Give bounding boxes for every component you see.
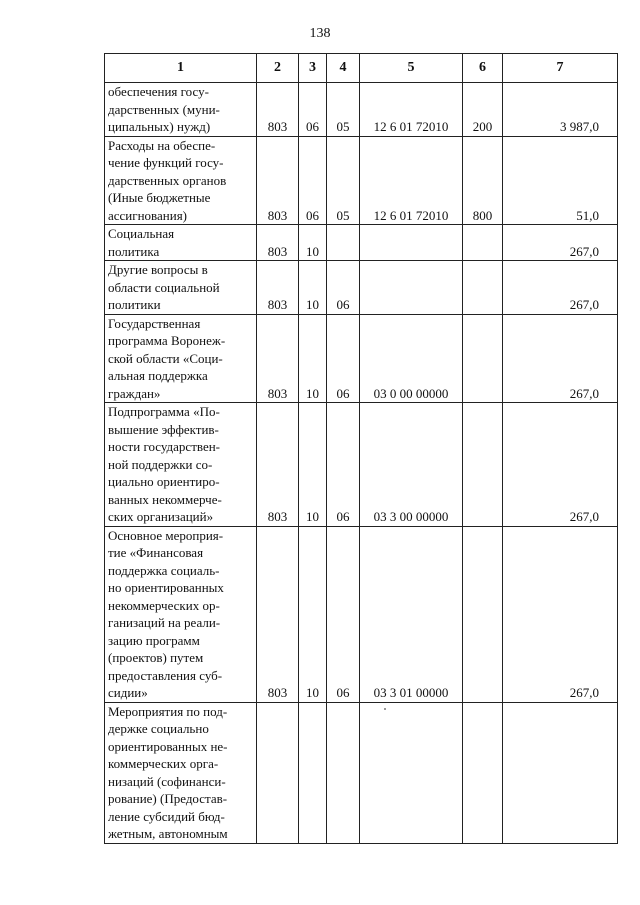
row-amount: 3 987,0 bbox=[503, 83, 618, 137]
row-code-5 bbox=[360, 261, 463, 315]
row-name: Социальная политика bbox=[105, 225, 257, 261]
table-row bbox=[105, 702, 618, 843]
header-row bbox=[105, 54, 618, 83]
row-amount bbox=[503, 702, 618, 843]
row-code-5: 12 6 01 72010 bbox=[360, 83, 463, 137]
row-code-4: 06 bbox=[327, 261, 360, 315]
row-amount: 267,0 bbox=[503, 261, 618, 315]
col-header-3: 3 bbox=[299, 54, 327, 83]
row-code-6 bbox=[463, 526, 503, 702]
row-code-2: 803 bbox=[257, 403, 299, 527]
row-code-2 bbox=[257, 702, 299, 843]
row-code-5 bbox=[360, 702, 463, 843]
page-number: 138 bbox=[309, 26, 331, 41]
row-code-6: 800 bbox=[463, 136, 503, 225]
row-amount: 267,0 bbox=[503, 526, 618, 702]
row-code-6 bbox=[463, 314, 503, 403]
row-code-4: 06 bbox=[327, 403, 360, 527]
col-header-4: 4 bbox=[327, 54, 360, 83]
row-code-6 bbox=[463, 261, 503, 315]
row-code-4: 06 bbox=[327, 314, 360, 403]
row-name: Основное мероприя- тие «Финансовая поддержка социаль- но ориентированных некоммерческих ор- ганизаций на реали- зацию программ (проектов) путем предоставления суб- сидии» bbox=[105, 526, 257, 702]
row-code-3 bbox=[299, 702, 327, 843]
col-header-6: 6 bbox=[463, 54, 503, 83]
table-row bbox=[105, 136, 618, 225]
row-code-5: 03 3 01 00000 bbox=[360, 526, 463, 702]
table-row bbox=[105, 526, 618, 702]
row-code-5: 03 3 00 00000 bbox=[360, 403, 463, 527]
scan-speck bbox=[384, 708, 386, 710]
row-code-6 bbox=[463, 403, 503, 527]
row-code-2: 803 bbox=[257, 83, 299, 137]
row-code-4: 05 bbox=[327, 136, 360, 225]
row-code-4 bbox=[327, 702, 360, 843]
row-code-2: 803 bbox=[257, 261, 299, 315]
col-header-2: 2 bbox=[257, 54, 299, 83]
col-header-5: 5 bbox=[360, 54, 463, 83]
row-code-5 bbox=[360, 225, 463, 261]
row-code-6 bbox=[463, 225, 503, 261]
table-row bbox=[105, 83, 618, 137]
row-code-4: 05 bbox=[327, 83, 360, 137]
row-code-3: 06 bbox=[299, 136, 327, 225]
table-row bbox=[105, 314, 618, 403]
row-code-6: 200 bbox=[463, 83, 503, 137]
row-code-2: 803 bbox=[257, 526, 299, 702]
row-code-3: 10 bbox=[299, 526, 327, 702]
row-code-4 bbox=[327, 225, 360, 261]
row-name: Расходы на обеспе- чение функций госу- дарственных органов (Иные бюджетные ассигнования) bbox=[105, 136, 257, 225]
row-amount: 267,0 bbox=[503, 225, 618, 261]
row-amount: 267,0 bbox=[503, 403, 618, 527]
row-code-3: 06 bbox=[299, 83, 327, 137]
row-code-6 bbox=[463, 702, 503, 843]
row-code-2: 803 bbox=[257, 314, 299, 403]
row-code-2: 803 bbox=[257, 225, 299, 261]
row-code-3: 10 bbox=[299, 225, 327, 261]
row-code-2: 803 bbox=[257, 136, 299, 225]
row-name: Другие вопросы в области социальной политики bbox=[105, 261, 257, 315]
row-code-5: 12 6 01 72010 bbox=[360, 136, 463, 225]
table-row bbox=[105, 403, 618, 527]
row-name: обеспечения госу- дарственных (муни- ципальных) нужд) bbox=[105, 83, 257, 137]
col-header-1: 1 bbox=[105, 54, 257, 83]
table-row bbox=[105, 261, 618, 315]
row-name: Мероприятия по под- держке социально ориентированных не- коммерческих орга- низаций (софинанси- рование) (Предостав- ление субсидий бюд- жетным, автономным bbox=[105, 702, 257, 843]
row-amount: 267,0 bbox=[503, 314, 618, 403]
row-code-5: 03 0 00 00000 bbox=[360, 314, 463, 403]
row-name: Государственная программа Воронеж- ской области «Соци- альная поддержка граждан» bbox=[105, 314, 257, 403]
budget-table bbox=[104, 53, 618, 844]
col-header-7: 7 bbox=[503, 54, 618, 83]
table-row bbox=[105, 225, 618, 261]
row-code-4: 06 bbox=[327, 526, 360, 702]
row-amount: 51,0 bbox=[503, 136, 618, 225]
row-code-3: 10 bbox=[299, 261, 327, 315]
row-code-3: 10 bbox=[299, 403, 327, 527]
row-name: Подпрограмма «По- вышение эффектив- ности государствен- ной поддержки со- циально ориентиро- ванных некоммерче- ских организаций» bbox=[105, 403, 257, 527]
row-code-3: 10 bbox=[299, 314, 327, 403]
